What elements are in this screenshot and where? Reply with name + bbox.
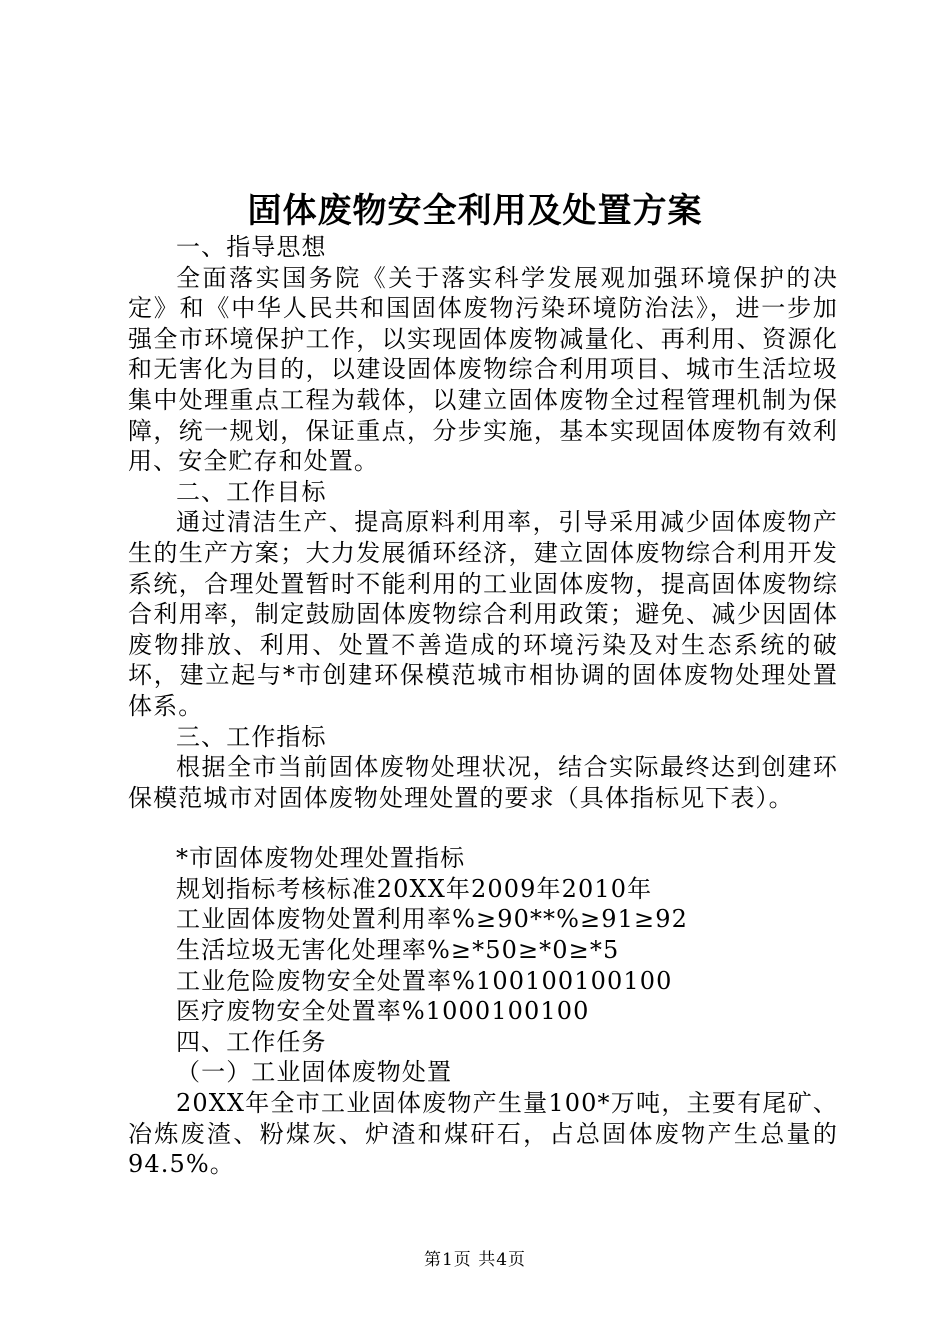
indicator-row-industrial-solid-waste: 工业固体废物处置利用率%≥90**%≥91≥92 [176,905,688,934]
section-heading-guiding-ideology: 一、指导思想 [176,233,327,261]
document-body [128,232,838,1180]
document-title: 固体废物安全利用及处置方案 [247,191,703,231]
indicator-table-header-row: 规划指标考核标准20XX年2009年2010年 [176,874,653,903]
spacer [128,813,838,843]
paragraph-guiding-ideology: 全面落实国务院《关于落实科学发展观加强环境保护的决定》和《中华人民共和国固体废物污染环境防治法》，进一步加强全市环境保护工作，以实现固体废物减量化、再利用、资源化和无害化为目的，以建设固体废物综合利用项目、城市生活垃圾集中处理重点工程为载体，以建立固体废物全过程管理机制为保障，统一规划，保证重点，分步实施，基本实现固体废物有效利用、安全贮存和处置。 [128,263,838,476]
paragraph-work-goals: 通过清洁生产、提高原料利用率，引导采用减少固体废物产生的生产方案；大力发展循环经济，建立固体废物综合利用开发系统，合理处置暂时不能利用的工业固体废物，提高固体废物综合利用率，制定鼓励固体废物综合利用政策；避免、减少因固体废物排放、利用、处置不善造成的环境污染及对生态系统的破坏，建立起与*市创建环保模范城市相协调的固体废物处理处置体系。 [128,508,838,720]
paragraph-work-indicators: 根据全市当前固体废物处理状况，结合实际最终达到创建环保模范城市对固体废物处理处置的要求（具体指标见下表）。 [128,753,838,812]
section-heading-work-goals: 二、工作目标 [176,477,327,506]
paragraph-industrial-waste: 20XX年全市工业固体废物产生量100*万吨，主要有尾矿、冶炼废渣、粉煤灰、炉渣和煤矸石，占总固体废物产生总量的94.5%。 [128,1089,838,1179]
indicator-table-title: *市固体废物处理处置指标 [176,844,466,873]
page-footer: 第1页 共4页 [423,1250,527,1270]
indicator-row-domestic-garbage: 生活垃圾无害化处理率%≥*50≥*0≥*5 [176,936,620,965]
section-heading-work-tasks: 四、工作任务 [176,1027,327,1056]
indicator-row-hazardous-waste: 工业危险废物安全处置率%100100100100 [176,966,673,995]
indicator-row-medical-waste: 医疗废物安全处置率%1000100100 [176,997,590,1026]
subsection-heading-industrial-waste: （一）工业固体废物处置 [176,1058,453,1087]
section-heading-work-indicators: 三、工作指标 [176,722,327,751]
